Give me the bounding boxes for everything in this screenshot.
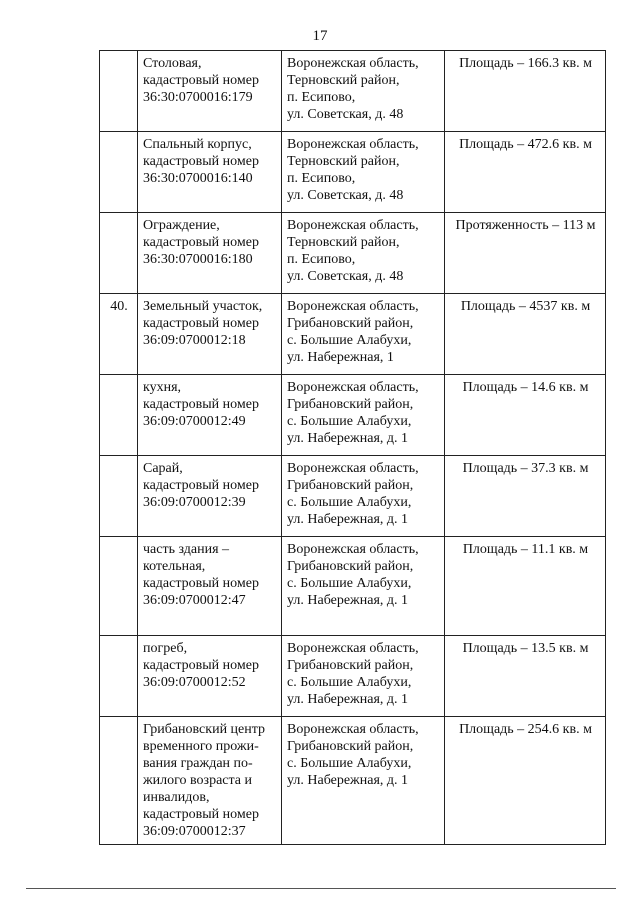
address-cell: Воронежская область, Грибановский район, с. Большие Алабухи, ул. Набережная, д. 1	[282, 375, 445, 456]
table-row	[100, 213, 606, 294]
row-number-cell	[100, 132, 138, 213]
area-cell: Площадь – 4537 кв. м	[445, 294, 606, 375]
area-cell: Площадь – 472.6 кв. м	[445, 132, 606, 213]
row-number-cell	[100, 51, 138, 132]
object-name-cell: Ограждение, кадастровый номер 36:30:0700016:180	[138, 213, 282, 294]
object-name-cell: Столовая, кадастровый номер 36:30:0700016:179	[138, 51, 282, 132]
address-cell: Воронежская область, Грибановский район, с. Большие Алабухи, ул. Набережная, д. 1	[282, 717, 445, 845]
object-name-cell: Земельный участок, кадастровый номер 36:09:0700012:18	[138, 294, 282, 375]
area-cell: Площадь – 37.3 кв. м	[445, 456, 606, 537]
table-row	[100, 717, 606, 845]
table-row	[100, 636, 606, 717]
footer-divider	[26, 888, 616, 889]
row-number-cell	[100, 213, 138, 294]
table-row	[100, 294, 606, 375]
row-number-cell	[100, 636, 138, 717]
table-row	[100, 456, 606, 537]
object-name-cell: часть здания – котельная, кадастровый номер 36:09:0700012:47	[138, 537, 282, 636]
object-name-cell: Спальный корпус, кадастровый номер 36:30:0700016:140	[138, 132, 282, 213]
row-number-cell	[100, 375, 138, 456]
address-cell: Воронежская область, Грибановский район, с. Большие Алабухи, ул. Набережная, д. 1	[282, 456, 445, 537]
object-name-cell: Грибановский центр временного прожи- вания граждан по- жилого возраста и инвалидов, кадастровый номер 36:09:0700012:37	[138, 717, 282, 845]
address-cell: Воронежская область, Грибановский район, с. Большие Алабухи, ул. Набережная, д. 1	[282, 537, 445, 636]
address-cell: Воронежская область, Терновский район, п. Есипово, ул. Советская, д. 48	[282, 213, 445, 294]
address-cell: Воронежская область, Грибановский район, с. Большие Алабухи, ул. Набережная, д. 1	[282, 636, 445, 717]
area-cell: Площадь – 166.3 кв. м	[445, 51, 606, 132]
area-cell: Площадь – 13.5 кв. м	[445, 636, 606, 717]
object-name-cell: Сарай, кадастровый номер 36:09:0700012:39	[138, 456, 282, 537]
area-cell: Площадь – 11.1 кв. м	[445, 537, 606, 636]
table-row	[100, 375, 606, 456]
table-row	[100, 51, 606, 132]
row-number-cell	[100, 456, 138, 537]
table-row	[100, 537, 606, 636]
object-name-cell: кухня, кадастровый номер 36:09:0700012:49	[138, 375, 282, 456]
object-name-cell: погреб, кадастровый номер 36:09:0700012:52	[138, 636, 282, 717]
row-number-cell: 40.	[100, 294, 138, 375]
area-cell: Площадь – 14.6 кв. м	[445, 375, 606, 456]
table-row	[100, 132, 606, 213]
address-cell: Воронежская область, Терновский район, п. Есипово, ул. Советская, д. 48	[282, 51, 445, 132]
row-number-cell	[100, 537, 138, 636]
area-cell: Площадь – 254.6 кв. м	[445, 717, 606, 845]
row-number-cell	[100, 717, 138, 845]
address-cell: Воронежская область, Грибановский район, с. Большие Алабухи, ул. Набережная, 1	[282, 294, 445, 375]
area-cell: Протяженность – 113 м	[445, 213, 606, 294]
address-cell: Воронежская область, Терновский район, п. Есипово, ул. Советская, д. 48	[282, 132, 445, 213]
page-number: 17	[312, 28, 328, 44]
property-registry-table	[99, 50, 606, 845]
